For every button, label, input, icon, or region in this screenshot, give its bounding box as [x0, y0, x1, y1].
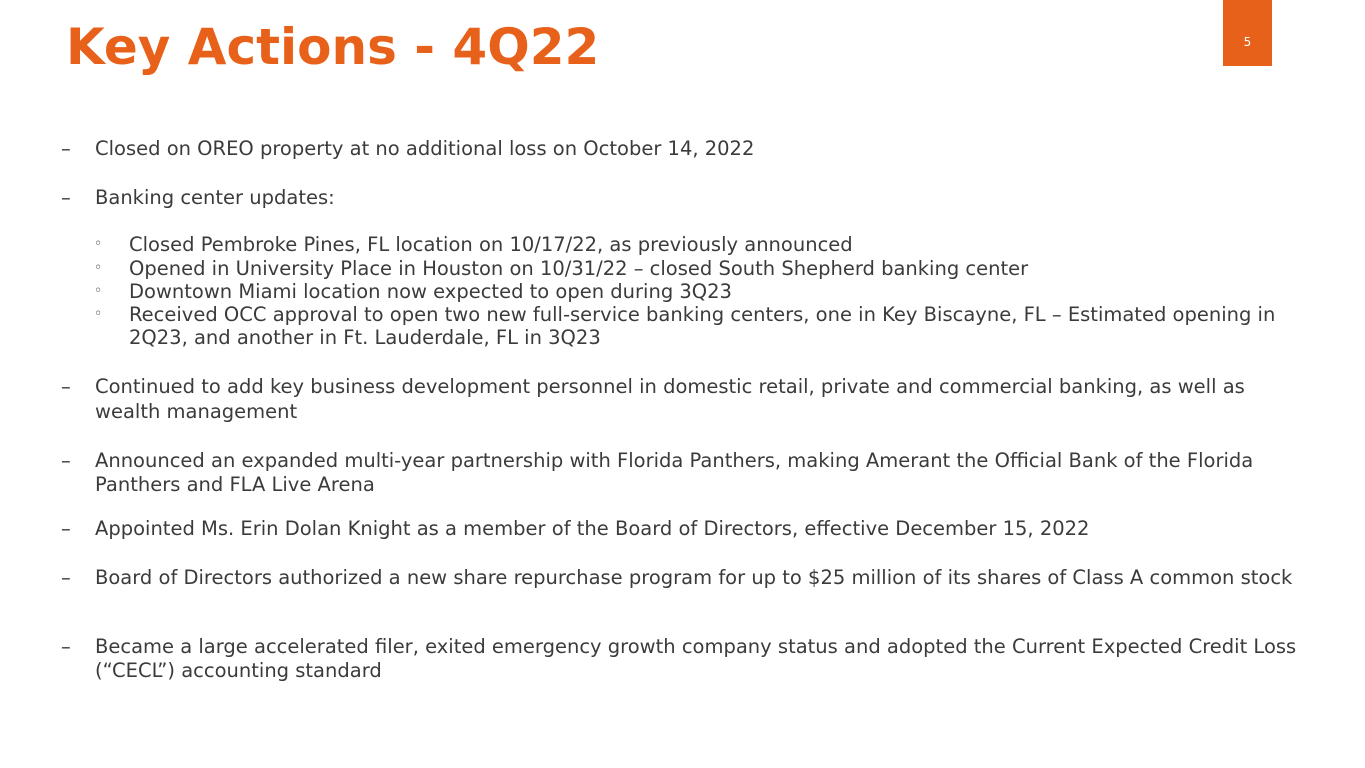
- circle-bullet-icon: ◦: [94, 236, 103, 252]
- page-number: 5: [1243, 35, 1252, 49]
- bullet-text: Appointed Ms. Erin Dolan Knight as a member of the Board of Directors, effective December 15, 2022: [95, 517, 1090, 540]
- page-number-tab: [1223, 0, 1272, 66]
- sub-bullet-text: Received OCC approval to open two new full-service banking centers, one in Key Biscayne, FL – Estimated opening in 2Q23, and another in Ft. Lauderdale, FL in 3Q23: [129, 303, 1276, 349]
- dash-marker: –: [61, 566, 71, 589]
- sub-bullet-text: Downtown Miami location now expected to open during 3Q23: [129, 280, 732, 303]
- circle-bullet-icon: ◦: [94, 306, 103, 322]
- circle-bullet-icon: ◦: [94, 260, 103, 276]
- dash-marker: –: [61, 449, 71, 472]
- slide-title: Key Actions - 4Q22: [66, 18, 600, 76]
- bullet-text: Announced an expanded multi-year partnership with Florida Panthers, making Amerant the Official Bank of the Florida Panthers and FLA Live Arena: [95, 449, 1254, 496]
- dash-marker: –: [61, 186, 71, 209]
- sub-bullet-text: Opened in University Place in Houston on 10/31/22 – closed South Shepherd banking center: [129, 257, 1029, 280]
- sub-bullet-text: Closed Pembroke Pines, FL location on 10/17/22, as previously announced: [129, 233, 853, 256]
- bullet-text: Became a large accelerated filer, exited emergency growth company status and adopted the Current Expected Credit Loss (“CECL”) accounting standard: [95, 635, 1297, 682]
- dash-marker: –: [61, 137, 71, 160]
- bullet-text: Banking center updates:: [95, 186, 335, 209]
- bullet-text: Continued to add key business development personnel in domestic retail, private and commercial banking, as well as wealth management: [95, 375, 1245, 423]
- dash-marker: –: [61, 635, 71, 658]
- circle-bullet-icon: ◦: [94, 283, 103, 299]
- bullet-text: Closed on OREO property at no additional loss on October 14, 2022: [95, 137, 755, 160]
- bullet-text: Board of Directors authorized a new share repurchase program for up to $25 million of its shares of Class A common stock: [95, 566, 1293, 589]
- dash-marker: –: [61, 517, 71, 540]
- dash-marker: –: [61, 375, 71, 398]
